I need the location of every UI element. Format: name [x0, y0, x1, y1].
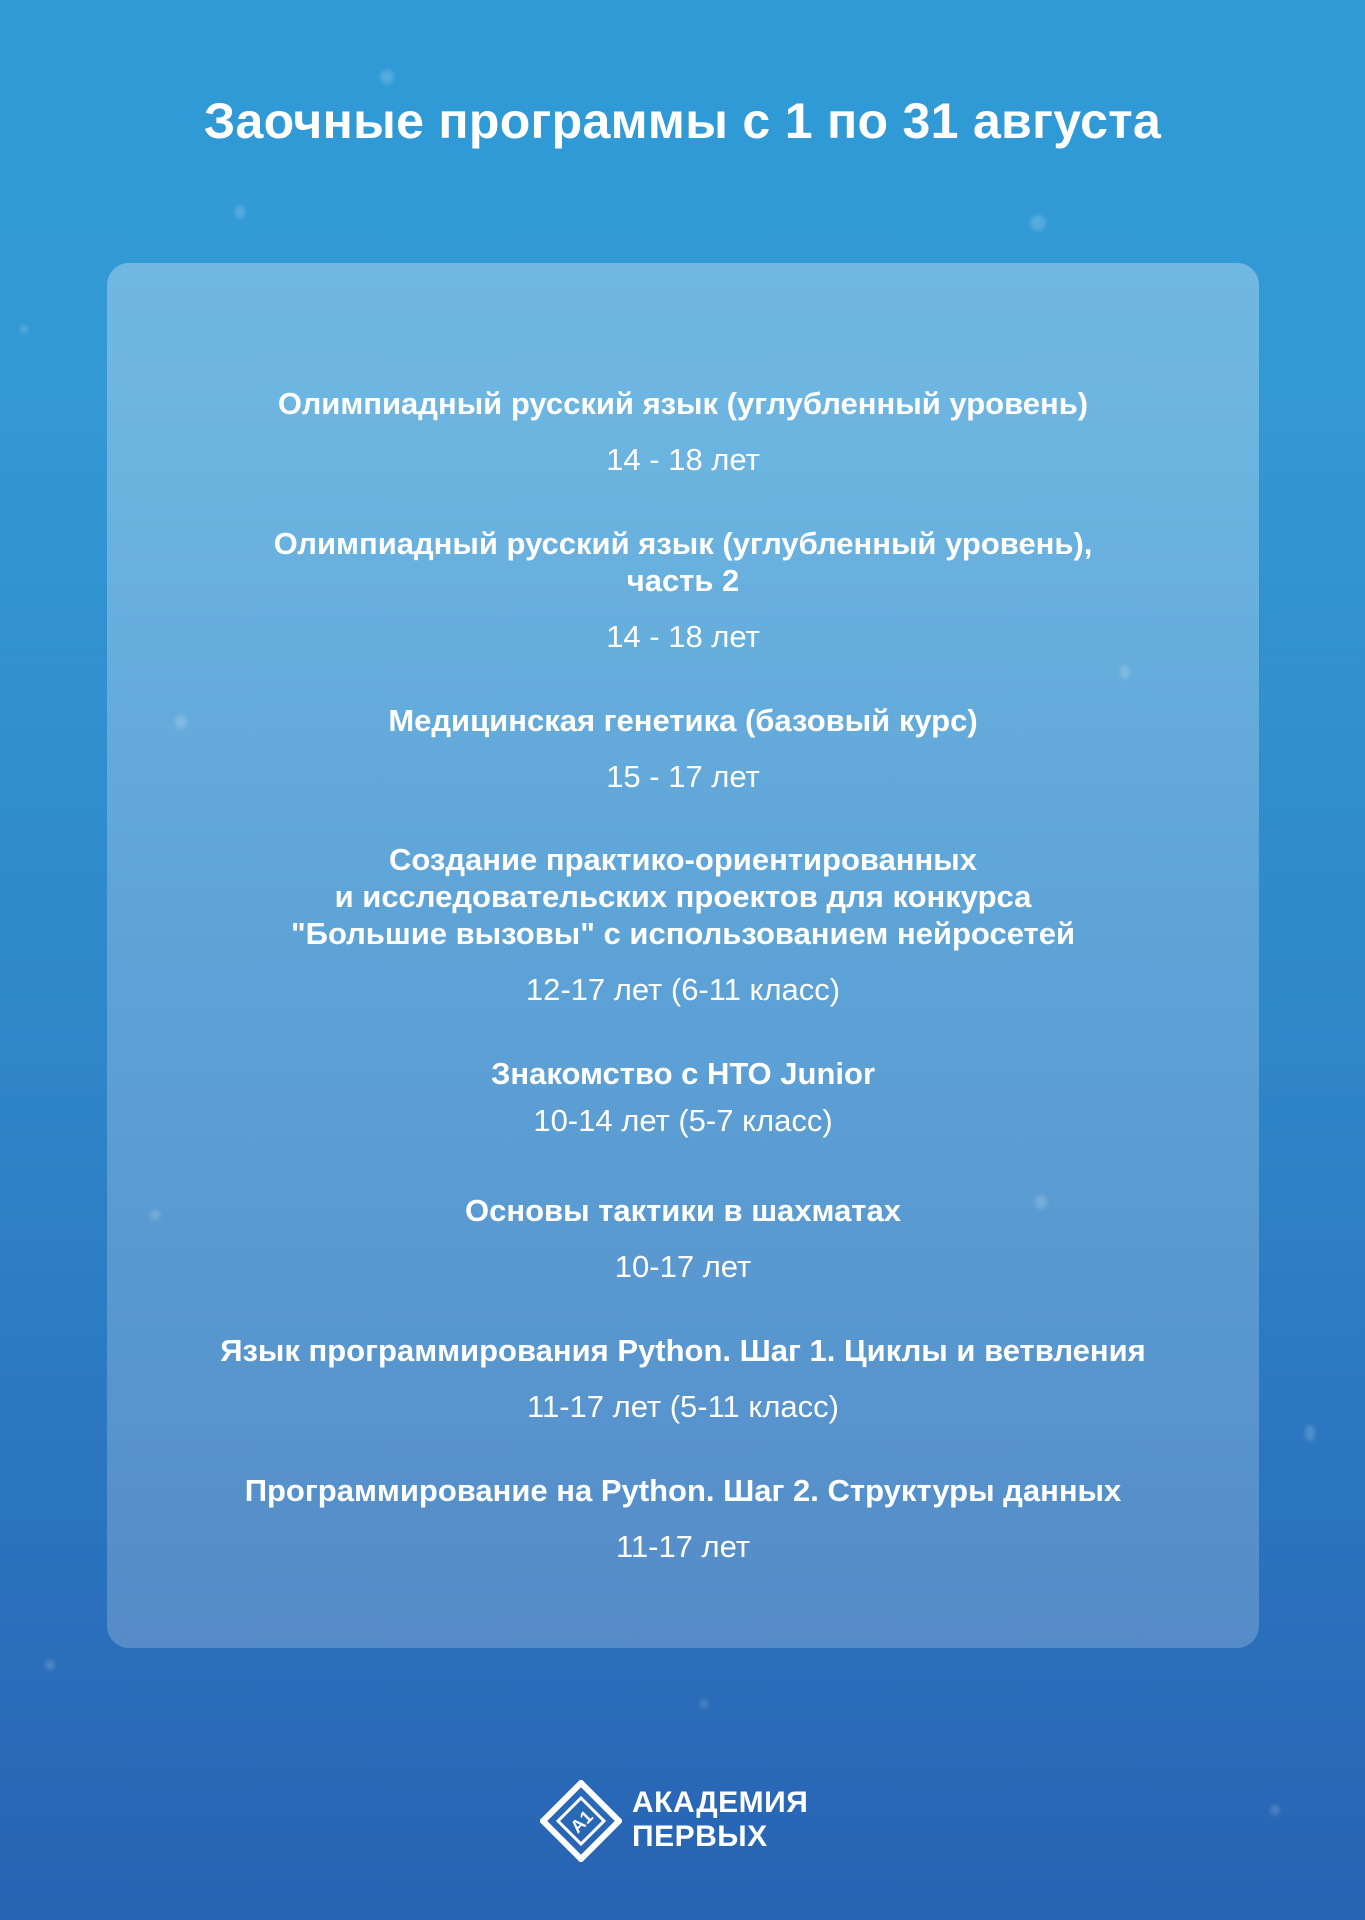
logo-line2: ПЕРВЫХ: [632, 1820, 768, 1853]
program-age: 14 - 18 лет: [606, 442, 760, 477]
program-age: 14 - 18 лет: [606, 619, 760, 654]
program-name: Программирование на Python. Шаг 2. Структуры данных: [244, 1473, 1122, 1508]
bokeh-dot: [235, 205, 245, 219]
bokeh-dot: [380, 70, 394, 84]
bokeh-dot: [1030, 215, 1046, 231]
program-item: [107, 525, 1259, 655]
program-name: Медицинская генетика (базовый курс): [388, 703, 978, 738]
program-name: Язык программирования Python. Шаг 1. Циклы и ветвления: [220, 1333, 1146, 1368]
program-age: 11-17 лет: [615, 1529, 751, 1564]
bokeh-dot: [1305, 1425, 1315, 1441]
program-age: 10-14 лет (5-7 класс): [533, 1103, 833, 1138]
bokeh-dot: [20, 325, 28, 333]
program-item: [107, 385, 1259, 478]
program-name: Олимпиадный русский язык (углубленный уровень): [277, 386, 1089, 421]
bokeh-dot: [1270, 1805, 1280, 1815]
program-name: Знакомство с НТО Junior: [490, 1056, 876, 1091]
academy-logo: [540, 1776, 830, 1862]
program-item: [107, 1332, 1259, 1425]
program-age: 10-17 лет: [614, 1249, 752, 1284]
program-item: [107, 1055, 1259, 1139]
program-item: [107, 702, 1259, 795]
program-item: [107, 841, 1259, 1008]
programs-card: [107, 263, 1259, 1648]
program-name: Олимпиадный русский язык (углубленный уровень), часть 2: [273, 526, 1093, 598]
program-item: [107, 1472, 1259, 1565]
program-age: 15 - 17 лет: [606, 759, 760, 794]
program-age: 12-17 лет (6-11 класс): [525, 972, 841, 1007]
logo-text: [632, 1786, 808, 1854]
bokeh-dot: [45, 1660, 55, 1670]
program-name: Основы тактики в шахматах: [465, 1193, 901, 1228]
logo-line1: АКАДЕМИЯ: [632, 1786, 809, 1819]
academy-logo-icon: [540, 1780, 622, 1862]
logo-mark-text: A1: [566, 1806, 597, 1837]
program-item: [107, 1192, 1259, 1285]
bokeh-dot: [700, 1700, 708, 1708]
program-name: Создание практико-ориентированных и исследовательских проектов для конкурса "Большие вызовы" с использованием нейросетей: [290, 842, 1076, 951]
program-age: 11-17 лет (5-11 класс): [527, 1389, 839, 1424]
page-title: Заочные программы с 1 по 31 августа: [203, 93, 1162, 149]
